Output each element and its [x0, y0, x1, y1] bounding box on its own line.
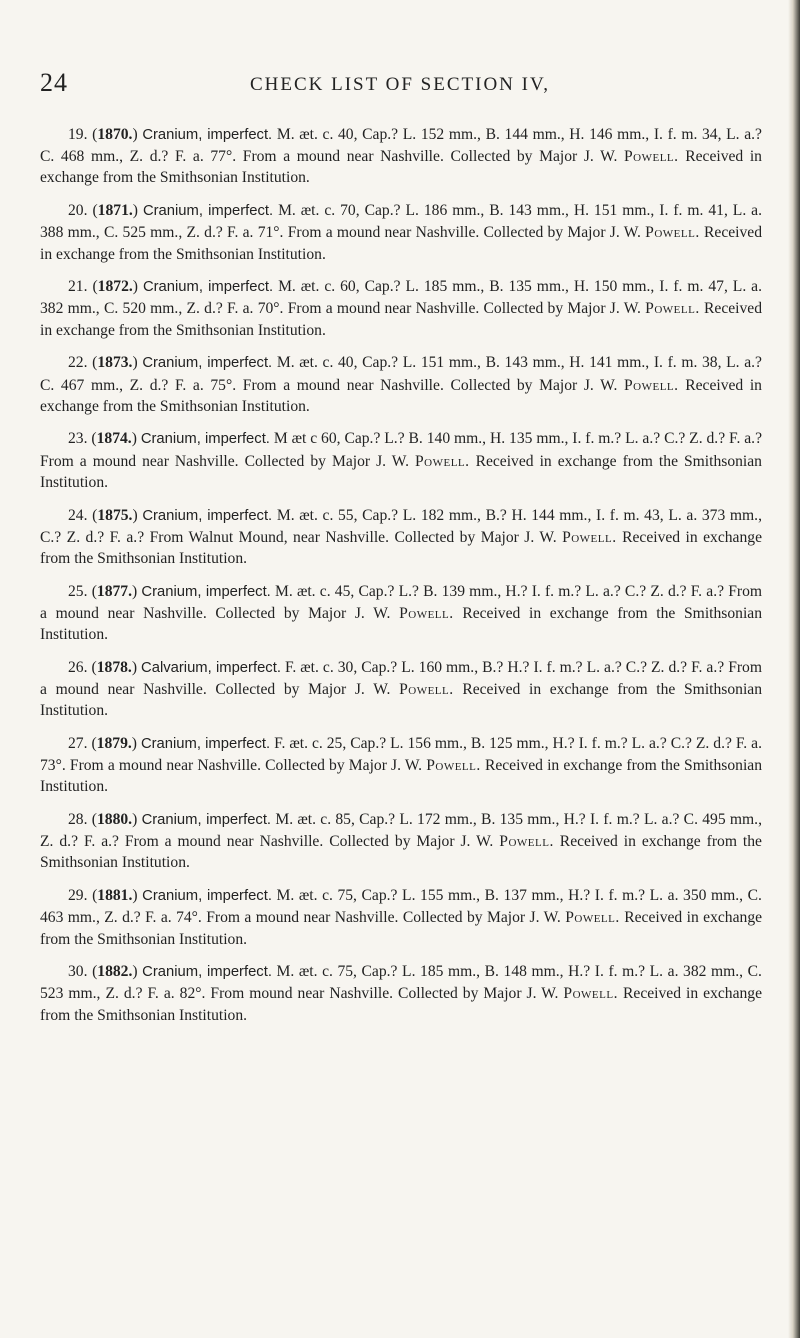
entry-collected-by: Collected by Major J. W. [215, 680, 391, 698]
entry-collector: Powell. [499, 833, 554, 851]
entry-received: Received in exchange from the Smithsonian Institution. [40, 909, 763, 948]
entry-year: 1873. [97, 354, 133, 372]
entry-collector: Powell. [399, 604, 454, 622]
entry-year: 1877. [96, 582, 132, 600]
entry-received: Received in exchange from the Smithsonian Institution. [40, 452, 762, 491]
entry-close-paren: ) [131, 430, 137, 448]
entry-open-paren: ( [92, 126, 98, 143]
entry-number: 22. [68, 354, 88, 372]
entry-collected-by: Collected by Major J. W. [398, 985, 559, 1003]
entry-collected-by: Collected by Major J. W. [244, 452, 409, 470]
entry-received: Received in exchange from the Smithsonian Institution. [40, 833, 762, 872]
entry-received: Received in exchange from the Smithsonian Institution. [40, 528, 762, 567]
entry-location: From Walnut Mound, near Nashville. [149, 528, 390, 546]
entry-received: Received in exchange from the Smithsonian Institution. [40, 680, 762, 720]
entry-number: 27. [68, 734, 88, 752]
entry-description: Cranium, imperfect. [142, 888, 272, 905]
page-number: 24 [40, 68, 68, 97]
entry-collected-by: Collected by Major J. W. [483, 300, 641, 318]
entry-received: Received in exchange from the Smithsonian Institution. [40, 300, 763, 339]
entry-close-paren: ) [132, 887, 138, 905]
entry-collected-by: Collected by Major J. W. [329, 833, 494, 851]
entry-location: From a mound near Nashville. [287, 300, 480, 318]
catalog-entry [40, 276, 762, 341]
entry-number: 26. [68, 658, 88, 676]
catalog-entry [40, 428, 762, 493]
entry-description: Calvarium, imperfect. [141, 659, 281, 676]
catalog-entry [40, 200, 762, 265]
entry-open-paren: ( [92, 506, 98, 524]
entry-number: 25. [68, 582, 88, 600]
entry-collector: Powell. [645, 224, 700, 242]
entry-description: Cranium, imperfect. [141, 583, 271, 600]
entry-received: Received in exchange from the Smithsonian Institution. [40, 224, 763, 263]
entry-location: From a mound near Nashville. [287, 224, 480, 242]
entry-location: From a mound near Nashville. [124, 833, 324, 851]
entry-location: From a mound near Nashville. [40, 658, 762, 698]
catalog-entries [40, 124, 762, 1037]
page-edge-shadow [788, 0, 800, 1338]
entry-number: 20. [68, 202, 88, 220]
entry-location: From a mound near Nashville. [242, 376, 444, 394]
entry-location: From a mound near Nashville. [242, 148, 444, 166]
entry-open-paren: ( [92, 887, 98, 905]
entry-measurements: F. æt. c. 30, Cap.? L. 160 mm., B.? H.? I. f. m.? L. a.? C.? Z. d.? F. a.? [284, 658, 725, 676]
entry-collector: Powell. [399, 680, 454, 698]
entry-number: 24. [68, 506, 88, 524]
entry-description: Cranium, imperfect. [141, 811, 272, 828]
entry-collected-by: Collected by Major J. W. [402, 909, 561, 927]
entry-year: 1878. [96, 658, 132, 676]
entry-measurements: M. æt. c. 75, Cap.? L. 155 mm., B. 137 mm., H.? I. f. m.? L. a. 350 mm., C. 463 mm., Z. d.? F. a. 74°. [40, 887, 762, 927]
entry-open-paren: ( [91, 582, 97, 600]
entry-received: Received in exchange from the Smithsonian Institution. [40, 376, 762, 415]
entry-measurements: M. æt. c. 70, Cap.? L. 186 mm., B. 143 mm., H. 151 mm., I. f. m. 41, L. a. 388 mm., C. 525 mm., Z. d.? F. a. 71°. [40, 202, 763, 242]
entry-year: 1880. [96, 810, 133, 828]
page-header [40, 68, 760, 108]
catalog-entry [40, 809, 762, 874]
entry-measurements: M. æt. c. 40, Cap.? L. 151 mm., B. 143 mm., H. 141 mm., I. f. m. 38, L. a.? C. 467 mm., Z. d.? F. a. 75°. [40, 354, 762, 394]
entry-location: From a mound near Nashville. [40, 452, 239, 470]
entry-number: 19. [68, 126, 88, 143]
entry-measurements: M. æt. c. 85, Cap.? L. 172 mm., B. 135 mm., H.? I. f. m.? L. a.? C. 495 mm., Z. d.? F. a.? [40, 810, 762, 851]
entry-collector: Powell. [563, 985, 618, 1003]
catalog-entry [40, 733, 762, 798]
entry-year: 1871. [97, 202, 133, 220]
entry-collector: Powell. [624, 376, 679, 394]
entry-year: 1874. [96, 430, 132, 448]
catalog-entry [40, 657, 762, 722]
entry-number: 23. [68, 430, 88, 448]
entry-description: Cranium, imperfect. [142, 203, 274, 220]
entry-open-paren: ( [91, 658, 97, 676]
entry-open-paren: ( [91, 810, 97, 828]
entry-description: Cranium, imperfect. [142, 127, 273, 143]
catalog-entry [40, 352, 762, 417]
entry-description: Cranium, imperfect. [142, 279, 274, 296]
catalog-entry [40, 124, 762, 189]
entry-location: From a mound near Nashville. [69, 757, 261, 775]
entry-open-paren: ( [91, 734, 97, 752]
entry-description: Cranium, imperfect. [142, 507, 273, 524]
entry-number: 28. [68, 810, 88, 828]
entry-description: Cranium, imperfect. [142, 355, 273, 372]
entry-open-paren: ( [91, 430, 97, 448]
entry-collected-by: Collected by Major J. W. [483, 224, 641, 242]
entry-close-paren: ) [131, 658, 138, 676]
entry-year: 1870. [97, 126, 133, 143]
catalog-entry [40, 885, 762, 950]
entry-collector: Powell. [624, 148, 679, 166]
catalog-entry [40, 505, 762, 570]
entry-location: From a mound near Nashville. [206, 909, 399, 927]
catalog-entry [40, 581, 762, 646]
entry-collector: Powell. [414, 452, 470, 470]
entry-open-paren: ( [92, 202, 98, 220]
entry-measurements: M. æt. c. 55, Cap.? L. 182 mm., B.? H. 144 mm., I. f. m. 43, L. a. 373 mm., C.? Z. d.? F. a.? [40, 506, 762, 546]
catalog-entry [40, 961, 762, 1026]
entry-measurements: M æt c 60, Cap.? L.? B. 140 mm., H. 135 mm., I. f. m.? L. a.? C.? Z. d.? F. a.? [273, 430, 762, 448]
entry-location: From mound near Nashville. [210, 985, 394, 1003]
entry-year: 1881. [97, 887, 133, 905]
running-title: CHECK LIST OF SECTION IV, [249, 74, 550, 95]
entry-collected-by: Collected by Major J. W. [215, 604, 391, 622]
entry-number: 21. [68, 278, 88, 296]
entry-close-paren: ) [132, 354, 138, 372]
entry-close-paren: ) [132, 963, 138, 981]
entry-collector: Powell. [565, 909, 620, 927]
entry-measurements: M. æt. c. 45, Cap.? L.? B. 139 mm., H.? I. f. m.? L. a.? C.? Z. d.? F. a.? [275, 582, 725, 600]
entry-year: 1882. [97, 963, 133, 981]
entry-collected-by: Collected by Major J. W. [394, 528, 557, 546]
entry-description: Cranium, imperfect. [140, 735, 271, 752]
entry-close-paren: ) [132, 810, 138, 828]
entry-collector: Powell. [562, 528, 617, 546]
entry-open-paren: ( [92, 354, 98, 372]
entry-close-paren: ) [132, 202, 138, 220]
entry-collected-by: Collected by Major J. W. [265, 757, 423, 775]
entry-number: 29. [68, 887, 88, 905]
entry-measurements: F. æt. c. 25, Cap.? L. 156 mm., B. 125 mm., H.? I. f. m.? L. a.? C.? Z. d.? F. a. 73°. [40, 734, 762, 775]
entry-collector: Powell. [645, 300, 700, 318]
entry-close-paren: ) [132, 278, 138, 296]
entry-open-paren: ( [92, 963, 98, 981]
entry-received: Received in exchange from the Smithsonian Institution. [40, 148, 762, 187]
entry-received: Received in exchange from the Smithsonian Institution. [40, 985, 763, 1024]
entry-received: Received in exchange from the Smithsonian Institution. [40, 757, 763, 796]
entry-close-paren: ) [131, 734, 137, 752]
entry-close-paren: ) [132, 506, 138, 524]
entry-open-paren: ( [92, 278, 98, 296]
entry-close-paren: ) [132, 126, 138, 143]
entry-year: 1872. [97, 278, 133, 296]
entry-year: 1879. [96, 734, 132, 752]
entry-number: 30. [68, 963, 88, 981]
entry-measurements: M. æt. c. 40, Cap.? L. 152 mm., B. 144 mm., H. 146 mm., I. f. m. 34, L. a.? C. 468 mm., Z. d.? F. a. 77°. [40, 126, 762, 166]
entry-description: Cranium, imperfect. [140, 431, 270, 448]
entry-collected-by: Collected by Major J. W. [450, 148, 618, 166]
entry-description: Cranium, imperfect. [142, 964, 272, 981]
entry-collector: Powell. [426, 757, 481, 775]
entry-measurements: M. æt. c. 75, Cap.? L. 185 mm., B. 148 mm., H.? I. f. m.? L. a. 382 mm., C. 523 mm., Z. d.? F. a. 82°. [40, 963, 762, 1003]
entry-collected-by: Collected by Major J. W. [450, 376, 618, 394]
entry-location: From a mound near Nashville. [40, 582, 763, 622]
entry-measurements: M. æt. c. 60, Cap.? L. 185 mm., B. 135 mm., H. 150 mm., I. f. m. 47, L. a. 382 mm., C. 520 mm., Z. d.? F. a. 70°. [40, 278, 763, 318]
entry-received: Received in exchange from the Smithsonian Institution. [40, 604, 762, 644]
entry-close-paren: ) [132, 582, 138, 600]
entry-year: 1875. [97, 506, 133, 524]
